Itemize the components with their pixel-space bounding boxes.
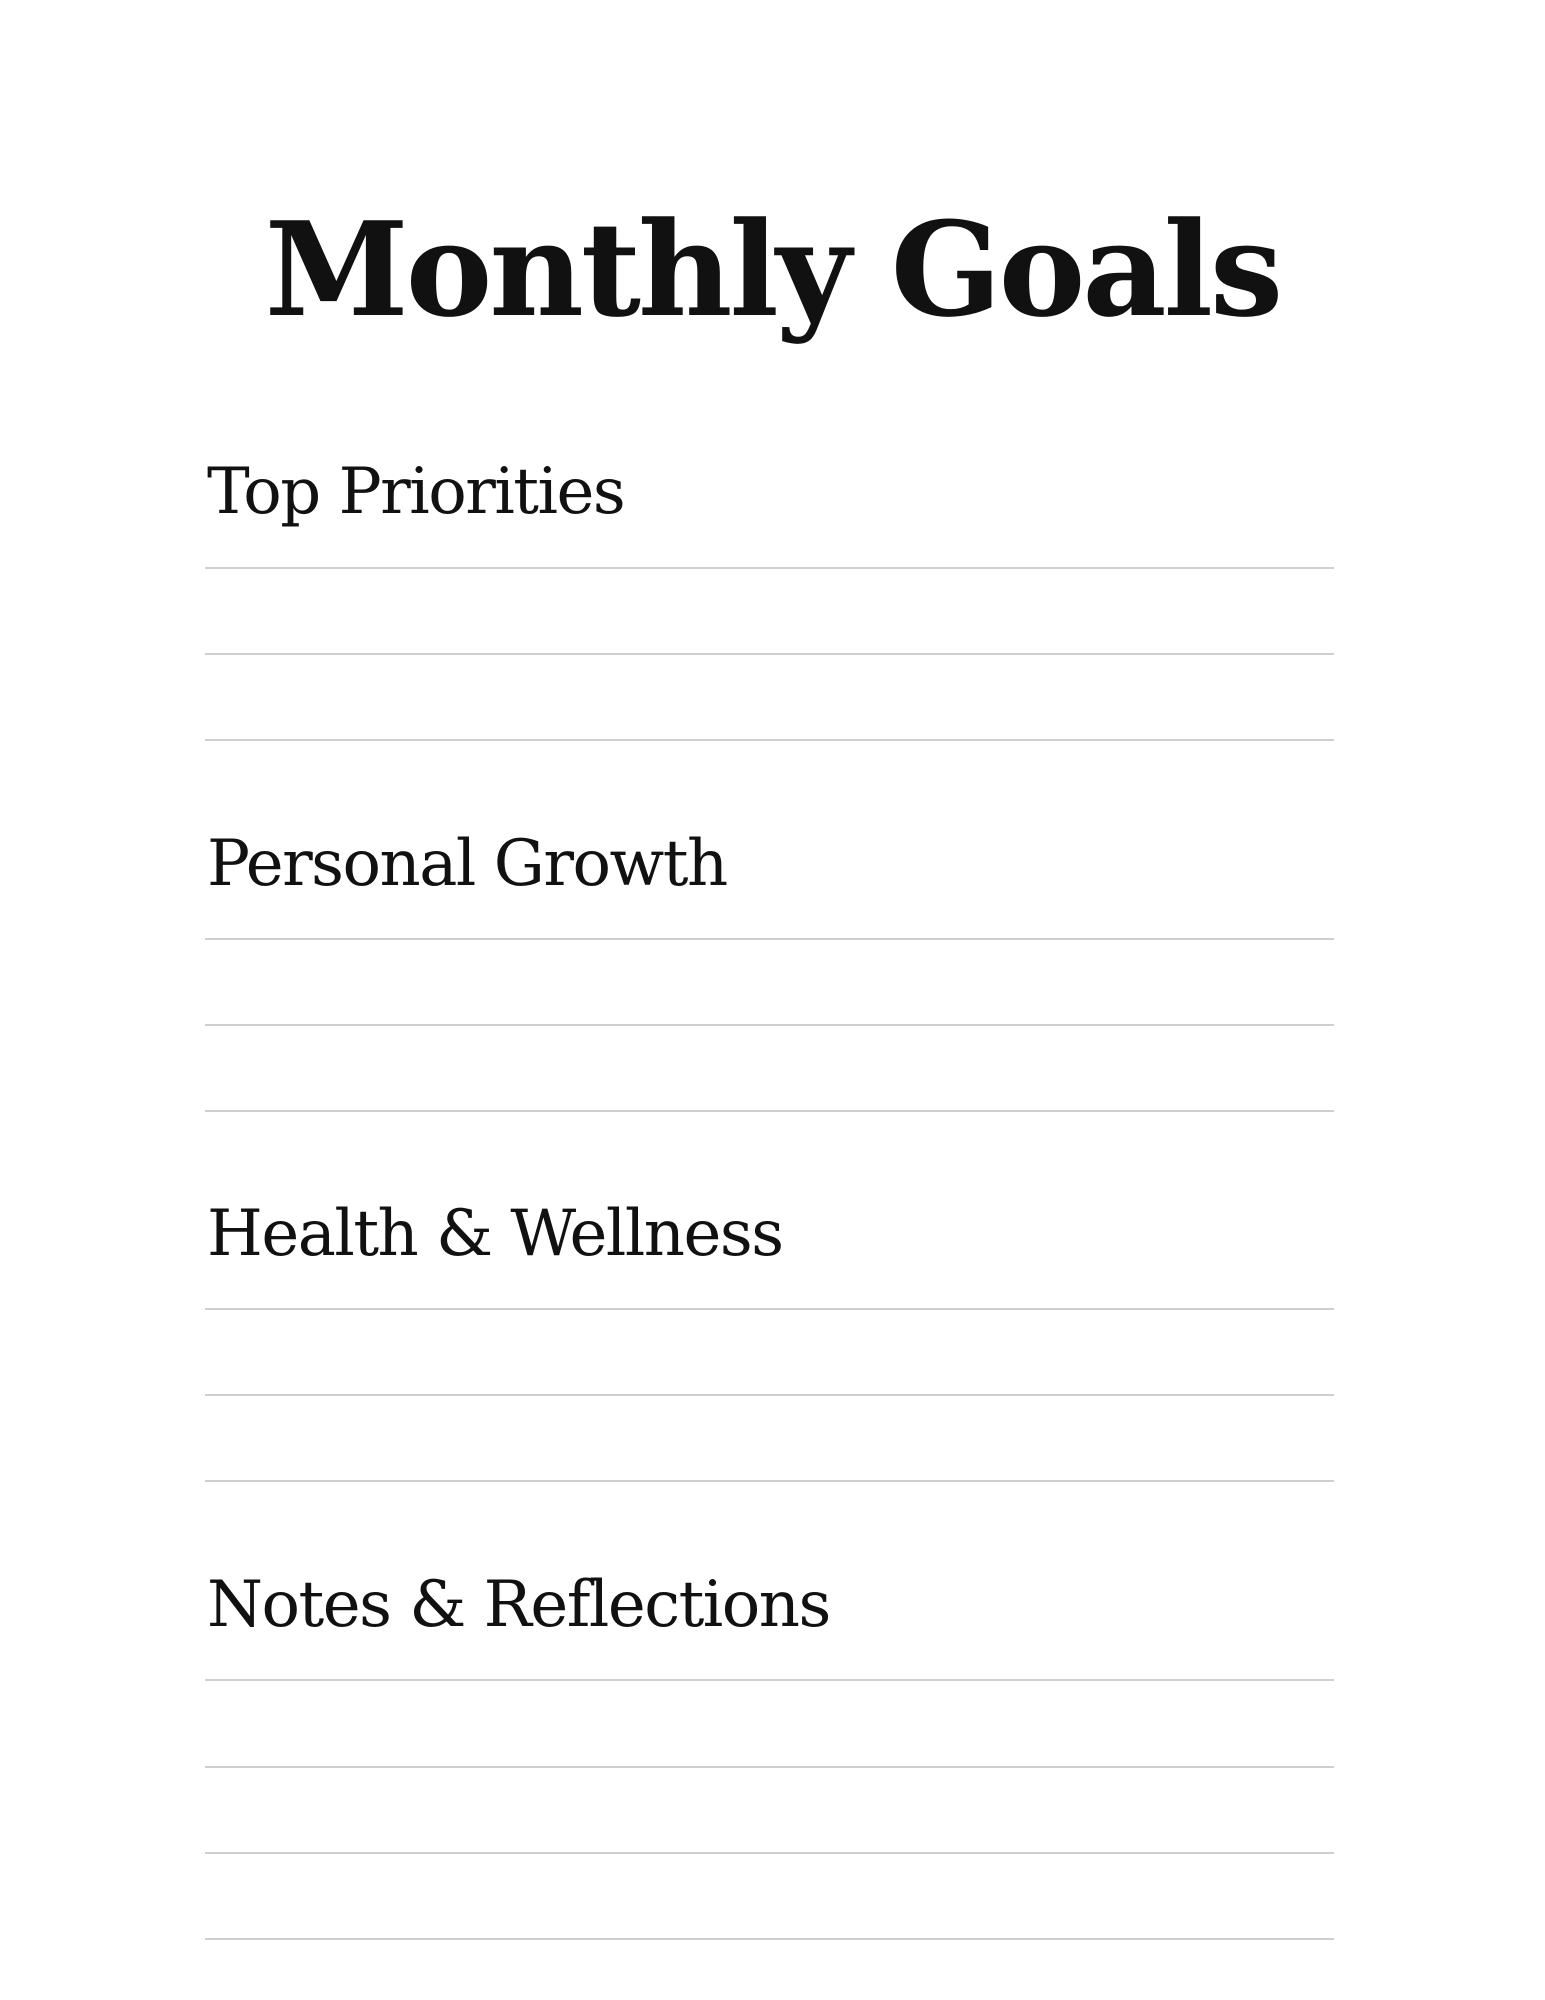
writing-line[interactable] — [205, 1480, 1334, 1482]
writing-line[interactable] — [205, 653, 1334, 655]
writing-line[interactable] — [205, 1852, 1334, 1854]
writing-line[interactable] — [205, 739, 1334, 741]
writing-line[interactable] — [205, 1394, 1334, 1396]
section-heading-personal-growth: Personal Growth — [207, 827, 727, 901]
writing-line[interactable] — [205, 938, 1334, 940]
section-heading-health-wellness: Health & Wellness — [207, 1197, 783, 1271]
writing-line[interactable] — [205, 1679, 1334, 1681]
writing-line[interactable] — [205, 1938, 1334, 1940]
section-heading-notes-reflections: Notes & Reflections — [207, 1568, 830, 1642]
writing-line[interactable] — [205, 567, 1334, 569]
writing-line[interactable] — [205, 1024, 1334, 1026]
page-title: Monthly Goals — [264, 193, 1281, 346]
writing-line[interactable] — [205, 1110, 1334, 1112]
writing-line[interactable] — [205, 1766, 1334, 1768]
section-heading-top-priorities: Top Priorities — [207, 455, 625, 529]
writing-line[interactable] — [205, 1308, 1334, 1310]
